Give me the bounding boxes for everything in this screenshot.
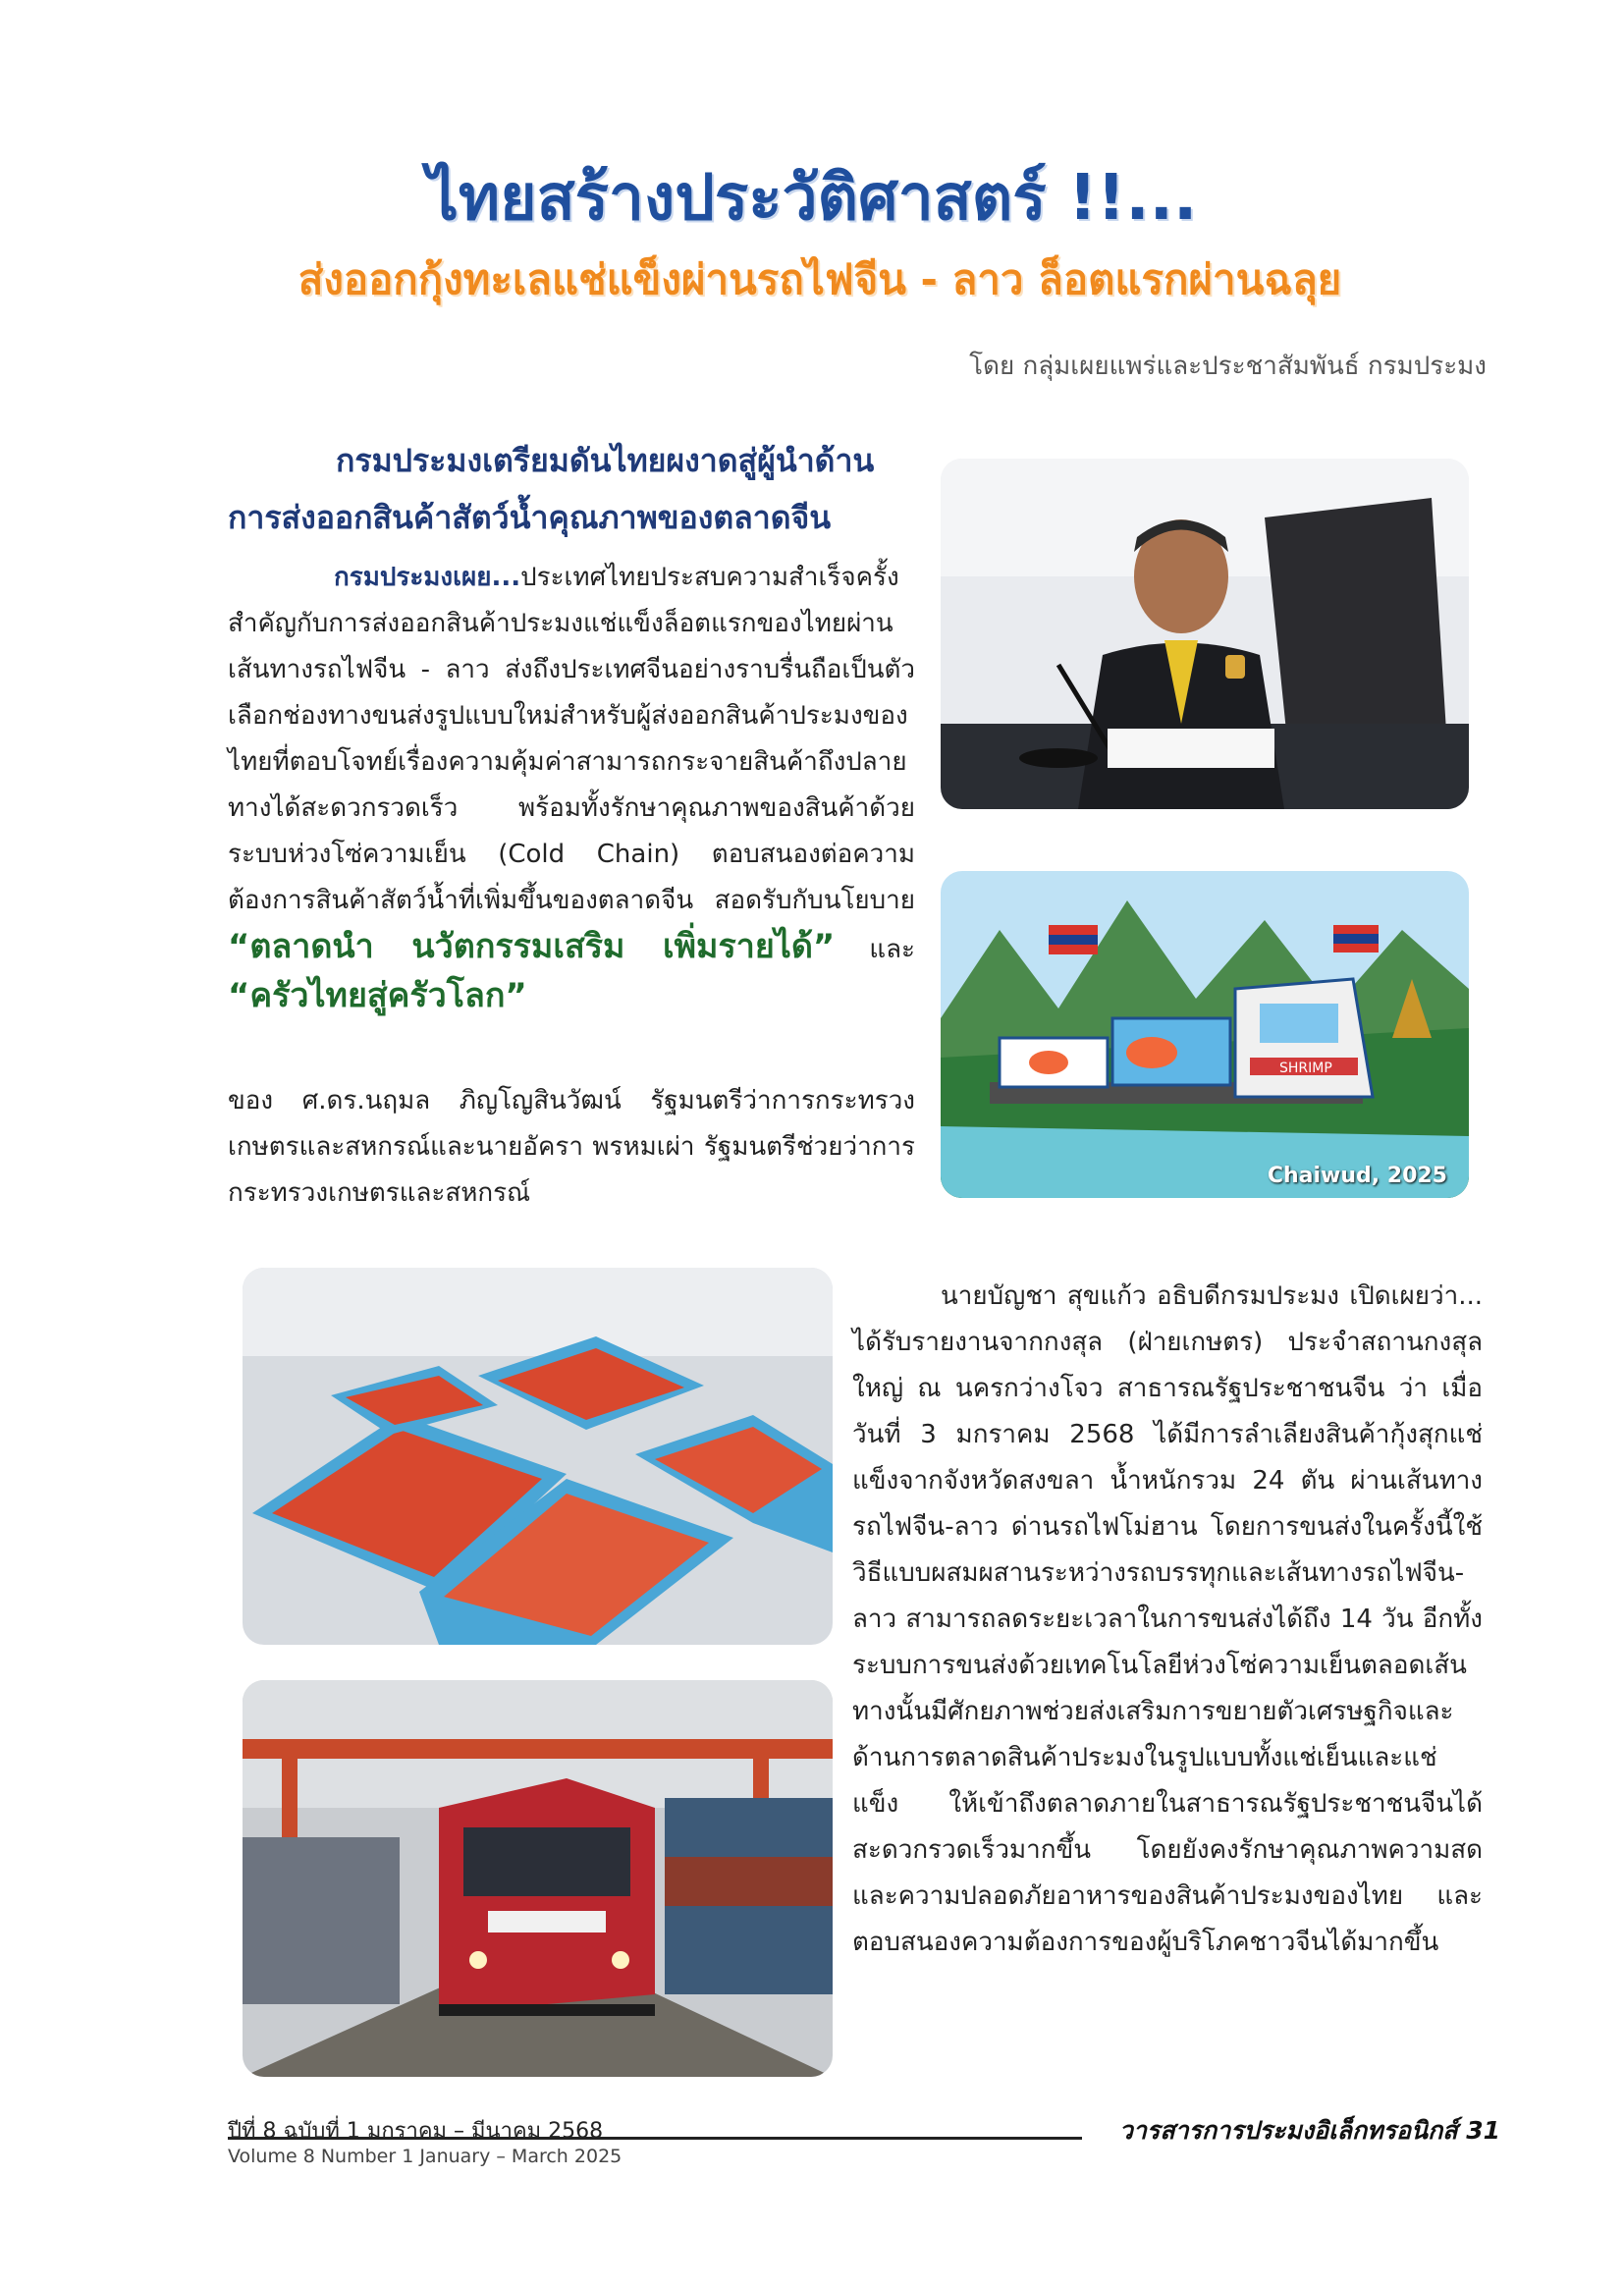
article-subtitle: ส่งออกกุ้งทะเลแช่แข็งผ่านรถไฟจีน - ลาว ล็อตแรกผ่านฉลุย: [298, 255, 1342, 303]
intro-lead: กรมประมงเผย...: [334, 563, 521, 592]
section-heading: [228, 432, 915, 546]
freight-train-photo: [243, 1680, 833, 2077]
intro-body: ประเทศไทยประสบความสำเร็จครั้งสำคัญกับการส่งออกสินค้าประมงแช่แข็งล็อตแรกของไทยผ่านเส้นทางรถไฟจีน - ลาว ส่งถึงประเทศจีนอย่างราบรื่นถือเป็นตัวเลือกช่องทางขนส่งรูปแบบใหม่สำหรับผู้ส่งออกสินค้าประมงของไทยที่ตอบโจทย์เรื่องความคุ้มค่าสามารถกระจายสินค้าถึงปลายทางได้สะดวกรวดเร็ว พร้อมทั้งรักษาคุณภาพของสินค้าด้วยระบบห่วงโซ่ความเย็น (Cold Chain) ตอบสนองต่อความต้องการสินค้าสัตว์น้ำที่เพิ่มขึ้นของตลาดจีน สอดรับกับนโยบาย: [228, 563, 915, 915]
minister-paragraph: ของ ศ.ดร.นฤมล ภิญโญสินวัฒน์ รัฐมนตรีว่าการกระทรวงเกษตรและสหกรณ์และนายอัครา พรหมเผ่า รัฐมนตรีช่วยว่าการกระทรวงเกษตรและสหกรณ์: [228, 1086, 915, 1208]
policy-two: “ครัวไทยสู่ครัวโลก”: [228, 976, 527, 1015]
director-body: ได้รับรายงานจากกงสุล (ฝ่ายเกษตร) ประจำสถานกงสุลใหญ่ ณ นครกว่างโจว สาธารณรัฐประชาชนจีน ว่า เมื่อวันที่ 3 มกราคม 2568 ได้มีการลำเลียงสินค้ากุ้งสุกแช่แข็งจากจังหวัดสงขลา น้ำหนักรวม 24 ตัน ผ่านเส้นทางรถไฟจีน-ลาว ด่านรถไฟโม่ฮาน โดยการขนส่งในครั้งนี้ใช้วิธีแบบผสมผสานระหว่างรถบรรทุกและเส้นทางรถไฟจีน-ลาว สามารถลดระยะเวลาในการขนส่งได้ถึง 14 วัน อีกทั้งระบบการขนส่งด้วยเทคโนโลยีห่วงโซ่ความเย็นตลอดเส้นทางนั้นมีศักยภาพช่วยส่งเสริมการขยายตัวเศรษฐกิจและด้านการตลาดสินค้าประมงในรูปแบบทั้งแช่เย็นและแช่แข็ง ให้เข้าถึงตลาดภายในสาธารณรัฐประชาชนจีนได้สะดวกรวดเร็วมากขึ้น โดยยังคงรักษาคุณภาพความสดและความปลอดภัยอาหารของสินค้าประมงของไทย และตอบสนองความต้องการของผู้บริโภคชาวจีนได้มากขึ้น: [852, 1328, 1483, 1957]
director-paragraph: [852, 1274, 1483, 1966]
issue-english: Volume 8 Number 1 January – March 2025: [228, 2146, 623, 2167]
article-title: ไทยสร้างประวัติศาสตร์ !!...: [426, 162, 1198, 235]
intro-paragraph: [228, 555, 915, 1022]
footer-rule: [228, 2137, 1082, 2140]
train-sign-text: SHRIMP: [1279, 1061, 1332, 1076]
train-illustration: [941, 871, 1469, 1198]
journal-page: วารสารการประมงอิเล็กทรอนิกส์ 31: [1118, 2116, 1500, 2145]
section-heading-line1: กรมประมงเตรียมดันไทยผงาดสู่ผู้นำด้าน: [336, 442, 875, 479]
official-photo: [941, 459, 1469, 809]
illustration-credit: Chaiwud, 2025: [1267, 1164, 1447, 1188]
section-heading-line2: การส่งออกสินค้าสัตว์น้ำคุณภาพของตลาดจีน: [228, 499, 832, 536]
director-lead: นายบัญชา สุขแก้ว อธิบดีกรมประมง เปิดเผยว่า...: [941, 1281, 1483, 1311]
policy-conjunction: และ: [835, 935, 916, 964]
policy-one: “ตลาดนำ นวัตกรรมเสริม เพิ่มรายได้”: [228, 927, 836, 966]
issue-thai: ปีที่ 8 ฉบับที่ 1 มกราคม – มีนาคม 2568: [228, 2119, 604, 2144]
byline: โดย กลุ่มเผยแพร่และประชาสัมพันธ์ กรมประมง: [969, 352, 1487, 381]
shrimp-boxes-photo: [243, 1268, 833, 1645]
